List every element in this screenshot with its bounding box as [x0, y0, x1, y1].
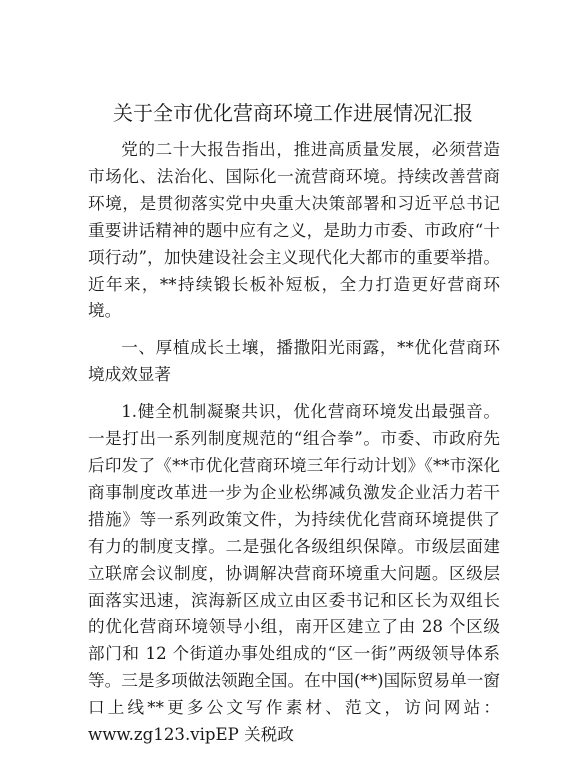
- document-title: 关于全市优化营商环境工作进展情况汇报: [113, 101, 473, 125]
- paragraph-mechanism: 1.健全机制凝聚共识，优化营商环境发出最强音。一是打出一系列制度规范的“组合拳”。市委、市政府先后印发了《**市优化营商环境三年行动计划》《**市深化商事制度改革进一步为企业松绑减负激发企业活力若干措施》等一系列政策文件，为持续优化营商环境提供了有力的制度支撑。二是强化各级组织保障。市级层面建立联席会议制度，协调解决营商环境重大问题。区级层面落实迅速，滨海新区成立由区委书记和区长为双组长的优化营商环境领导小组，南开区建立了由 28 个区级部门和 12 个街道办事处组成的“区一街”两级领导体系等。三是多项做法领跑全国。在中国(**)国际贸易单一窗口上线**更多公文写作素材、范文，访问网站：www.zg123.vipEP 关税政: [88, 402, 500, 745]
- paragraph-intro: 党的二十大报告指出，推进高质量发展，必须营造市场化、法治化、国际化一流营商环境。持续改善营商环境，是贯彻落实党中央重大决策部署和习近平总书记重要讲话精神的题中应有之义，是助力市委、市政府“十项行动”，加快建设社会主义现代化大都市的重要举措。近年来，**持续锻长板补短板，全力打造更好营商环境。: [88, 140, 500, 321]
- document-body: [88, 137, 500, 749]
- section-heading: 一、厚植成长土壤，播撒阳光雨露，**优化营商环境成效显著: [88, 338, 500, 385]
